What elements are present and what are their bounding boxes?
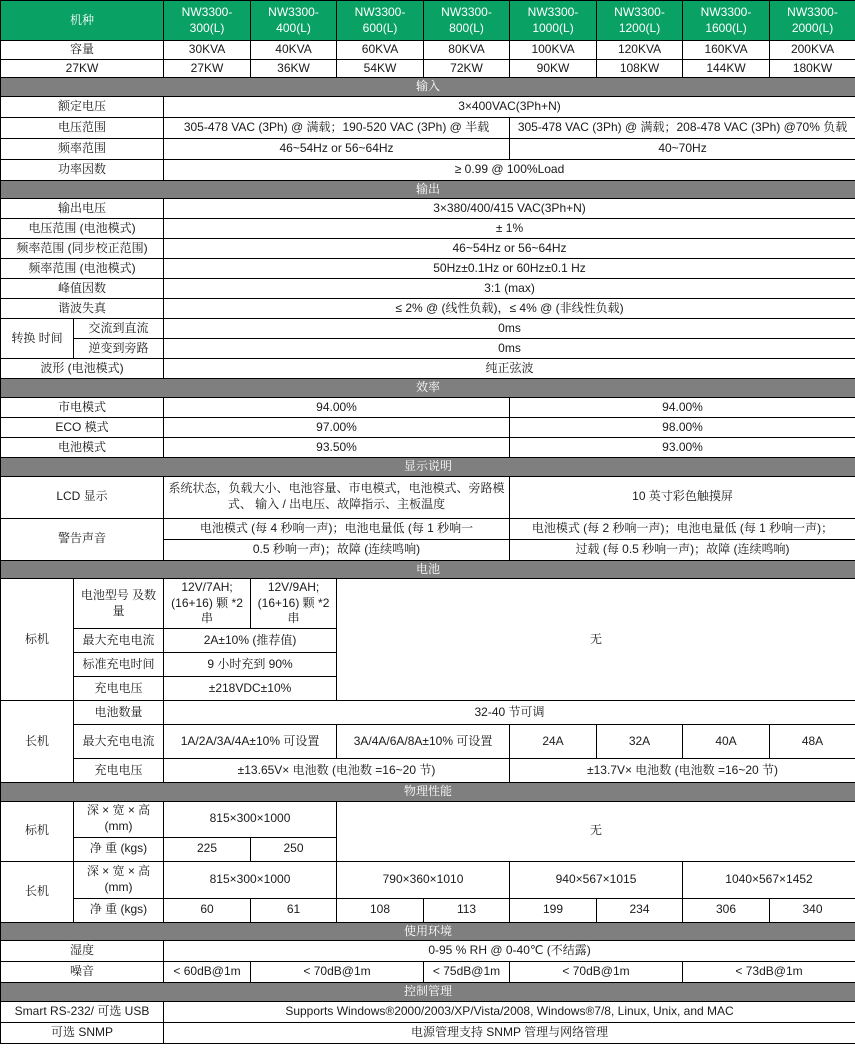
row-label-cell: 湿度 (1, 941, 164, 962)
value-cell: 815×300×1000 (164, 861, 337, 898)
value-cell: ± 1% (164, 219, 855, 239)
row-label-cell: 频率范围 (同步校正范围) (1, 239, 164, 259)
row-label-cell: 充电电压 (74, 758, 164, 782)
row-label-cell: 最大充电电流 (74, 724, 164, 758)
row-label-cell: ECO 模式 (1, 417, 164, 437)
value-cell: 3:1 (max) (164, 279, 855, 299)
value-cell: 305-478 VAC (3Ph) @ 满载；208-478 VAC (3Ph) @70% 负载 (510, 117, 855, 138)
table-row (1, 983, 855, 1002)
row-label-cell: 净 重 (kgs) (74, 898, 164, 922)
spec-table-body (1, 1, 855, 1044)
value-cell: 12V/7AH;(16+16) 颗 *2 串 (164, 579, 251, 629)
table-row (1, 279, 855, 299)
column-header-cell: NW3300-800(L) (424, 1, 510, 41)
value-cell: < 70dB@1m (510, 962, 683, 983)
column-header-cell: NW3300-400(L) (251, 1, 337, 41)
table-row (1, 339, 855, 359)
row-label-cell: 市电模式 (1, 397, 164, 417)
value-cell: 108 (337, 898, 424, 922)
table-row (1, 138, 855, 159)
value-cell: 98.00% (510, 417, 855, 437)
value-cell: 46~54Hz or 56~64Hz (164, 138, 510, 159)
value-cell: 纯正弦波 (164, 359, 855, 379)
value-cell: 无 (337, 801, 855, 861)
value-cell: 3A/4A/6A/8A±10% 可设置 (337, 724, 510, 758)
row-label-cell: 额定电压 (1, 96, 164, 117)
value-cell: 199 (510, 898, 597, 922)
row-label-cell: 电压范围 (1, 117, 164, 138)
row-label-cell: 功率因数 (1, 159, 164, 180)
value-cell: 225 (164, 837, 251, 861)
value-cell: < 75dB@1m (424, 962, 510, 983)
value-cell: 40KVA (251, 41, 337, 60)
value-cell: 电池模式 (每 4 秒响一声)；电池电量低 (每 1 秒响一 (164, 518, 510, 539)
table-row (1, 962, 855, 983)
row-label-cell: 电池数量 (74, 700, 164, 724)
table-row (1, 397, 855, 417)
value-cell: 93.50% (164, 437, 510, 457)
table-row (1, 78, 855, 97)
value-cell: 97.00% (164, 417, 510, 437)
value-cell: ±13.65V× 电池数 (电池数 =16~20 节) (164, 758, 510, 782)
value-cell: 2A±10% (推荐值) (164, 628, 337, 652)
table-row (1, 801, 855, 837)
row-label-cell: 输出电压 (1, 199, 164, 219)
table-row (1, 579, 855, 629)
value-cell: Supports Windows®2000/2003/XP/Vista/2008, Windows®7/8, Linux, Unix, and MAC (164, 1001, 855, 1022)
value-cell: 815×300×1000 (164, 801, 337, 837)
table-row (1, 922, 855, 941)
table-row (1, 219, 855, 239)
row-label-cell: 峰值因数 (1, 279, 164, 299)
value-cell: ≤ 2% @ (线性负载)，≤ 4% @ (非线性负载) (164, 299, 855, 319)
section-header-bar: 使用环境 (1, 922, 855, 941)
value-cell: ≥ 0.99 @ 100%Load (164, 159, 855, 180)
value-cell: 940×567×1015 (510, 861, 683, 898)
value-cell: 1040×567×1452 (683, 861, 855, 898)
row-label-cell: 交流到直流 (74, 319, 164, 339)
row-label-cell: 最大充电电流 (74, 628, 164, 652)
table-row (1, 59, 855, 78)
row-label-cell: 27KW (1, 59, 164, 78)
table-row (1, 41, 855, 60)
row-label-cell: 逆变到旁路 (74, 339, 164, 359)
value-cell: 108KW (597, 59, 683, 78)
value-cell: 180KW (770, 59, 855, 78)
section-header-bar: 显示说明 (1, 457, 855, 476)
row-label-cell: 深 × 宽 × 高 (mm) (74, 801, 164, 837)
table-row (1, 457, 855, 476)
table-row (1, 199, 855, 219)
column-header-cell: NW3300-1200(L) (597, 1, 683, 41)
table-row (1, 417, 855, 437)
row-label-cell: LCD 显示 (1, 476, 164, 518)
table-row (1, 560, 855, 579)
table-row (1, 782, 855, 801)
value-cell: 305-478 VAC (3Ph) @ 满载；190-520 VAC (3Ph) @ 半载 (164, 117, 510, 138)
value-cell: 90KW (510, 59, 597, 78)
row-label-cell: 频率范围 (电池模式) (1, 259, 164, 279)
value-cell: 48A (770, 724, 855, 758)
row-label-cell: 转换 时间 (1, 319, 74, 359)
row-label-cell: 充电电压 (74, 676, 164, 700)
value-cell: ±218VDC±10% (164, 676, 337, 700)
section-header-bar: 输入 (1, 78, 855, 97)
table-row (1, 518, 855, 539)
value-cell: 234 (597, 898, 683, 922)
column-header-cell: NW3300-600(L) (337, 1, 424, 41)
row-label-cell: 噪音 (1, 962, 164, 983)
table-row (1, 898, 855, 922)
value-cell: 24A (510, 724, 597, 758)
value-cell: 0ms (164, 339, 855, 359)
table-row (1, 1, 855, 41)
value-cell: 790×360×1010 (337, 861, 510, 898)
section-header-bar: 控制管理 (1, 983, 855, 1002)
value-cell: 60KVA (337, 41, 424, 60)
value-cell: < 70dB@1m (251, 962, 424, 983)
value-cell: ±13.7V× 电池数 (电池数 =16~20 节) (510, 758, 855, 782)
column-header-cell: NW3300-2000(L) (770, 1, 855, 41)
row-label-cell: 标机 (1, 579, 74, 701)
value-cell: 3×400VAC(3Ph+N) (164, 96, 855, 117)
value-cell: 9 小时充到 90% (164, 652, 337, 676)
section-header-bar: 电池 (1, 560, 855, 579)
table-row (1, 239, 855, 259)
value-cell: 无 (337, 579, 855, 701)
table-row (1, 758, 855, 782)
table-row (1, 359, 855, 379)
value-cell: 61 (251, 898, 337, 922)
row-label-cell: Smart RS-232/ 可选 USB (1, 1001, 164, 1022)
table-row (1, 180, 855, 199)
table-row (1, 96, 855, 117)
value-cell: 0.5 秒响一声)；故障 (连续鸣响) (164, 539, 510, 560)
table-row (1, 299, 855, 319)
column-header-cell: 机种 (1, 1, 164, 41)
table-row (1, 117, 855, 138)
table-row (1, 159, 855, 180)
row-label-cell: 电池型号 及数量 (74, 579, 164, 629)
value-cell: 40~70Hz (510, 138, 855, 159)
value-cell: 过载 (每 0.5 秒响一声)；故障 (连续鸣响) (510, 539, 855, 560)
table-row (1, 1022, 855, 1043)
value-cell: 160KVA (683, 41, 770, 60)
value-cell: < 60dB@1m (164, 962, 251, 983)
row-label-cell: 标机 (1, 801, 74, 861)
row-label-cell: 电压范围 (电池模式) (1, 219, 164, 239)
table-row (1, 861, 855, 898)
value-cell: 27KW (164, 59, 251, 78)
table-row (1, 437, 855, 457)
value-cell: 200KVA (770, 41, 855, 60)
row-label-cell: 容量 (1, 41, 164, 60)
column-header-cell: NW3300-1600(L) (683, 1, 770, 41)
value-cell: < 73dB@1m (683, 962, 855, 983)
value-cell: 80KVA (424, 41, 510, 60)
value-cell: 60 (164, 898, 251, 922)
value-cell: 94.00% (164, 397, 510, 417)
section-header-bar: 物理性能 (1, 782, 855, 801)
value-cell: 100KVA (510, 41, 597, 60)
column-header-cell: NW3300-1000(L) (510, 1, 597, 41)
value-cell: 93.00% (510, 437, 855, 457)
value-cell: 40A (683, 724, 770, 758)
table-row (1, 941, 855, 962)
table-row (1, 724, 855, 758)
section-header-bar: 效率 (1, 379, 855, 398)
value-cell: 54KW (337, 59, 424, 78)
row-label-cell: 深 × 宽 × 高 (mm) (74, 861, 164, 898)
value-cell: 0-95 % RH @ 0-40℃ (不结露) (164, 941, 855, 962)
value-cell: 94.00% (510, 397, 855, 417)
row-label-cell: 长机 (1, 861, 74, 922)
row-label-cell: 波形 (电池模式) (1, 359, 164, 379)
value-cell: 系统状态，负载大小、电池容量、市电模式，电池模式、旁路模式、 输入 / 出电压、故障指示、主板温度 (164, 476, 510, 518)
row-label-cell: 净 重 (kgs) (74, 837, 164, 861)
value-cell: 144KW (683, 59, 770, 78)
row-label-cell: 频率范围 (1, 138, 164, 159)
value-cell: 3×380/400/415 VAC(3Ph+N) (164, 199, 855, 219)
section-header-bar: 输出 (1, 180, 855, 199)
value-cell: 72KW (424, 59, 510, 78)
table-row (1, 1001, 855, 1022)
value-cell: 10 英寸彩色触摸屏 (510, 476, 855, 518)
row-label-cell: 可选 SNMP (1, 1022, 164, 1043)
table-row (1, 476, 855, 518)
value-cell: 电源管理支持 SNMP 管理与网络管理 (164, 1022, 855, 1043)
value-cell: 306 (683, 898, 770, 922)
value-cell: 32-40 节可调 (164, 700, 855, 724)
value-cell: 0ms (164, 319, 855, 339)
table-row (1, 259, 855, 279)
table-row (1, 319, 855, 339)
value-cell: 电池模式 (每 2 秒响一声)；电池电量低 (每 1 秒响一声)； (510, 518, 855, 539)
value-cell: 32A (597, 724, 683, 758)
row-label-cell: 谐波失真 (1, 299, 164, 319)
value-cell: 113 (424, 898, 510, 922)
value-cell: 46~54Hz or 56~64Hz (164, 239, 855, 259)
column-header-cell: NW3300-300(L) (164, 1, 251, 41)
value-cell: 36KW (251, 59, 337, 78)
table-row (1, 379, 855, 398)
value-cell: 12V/9AH;(16+16) 颗 *2 串 (251, 579, 337, 629)
row-label-cell: 长机 (1, 700, 74, 782)
row-label-cell: 电池模式 (1, 437, 164, 457)
row-label-cell: 标准充电时间 (74, 652, 164, 676)
value-cell: 30KVA (164, 41, 251, 60)
value-cell: 50Hz±0.1Hz or 60Hz±0.1 Hz (164, 259, 855, 279)
value-cell: 340 (770, 898, 855, 922)
value-cell: 1A/2A/3A/4A±10% 可设置 (164, 724, 337, 758)
row-label-cell: 警告声音 (1, 518, 164, 560)
value-cell: 120KVA (597, 41, 683, 60)
table-row (1, 700, 855, 724)
value-cell: 250 (251, 837, 337, 861)
